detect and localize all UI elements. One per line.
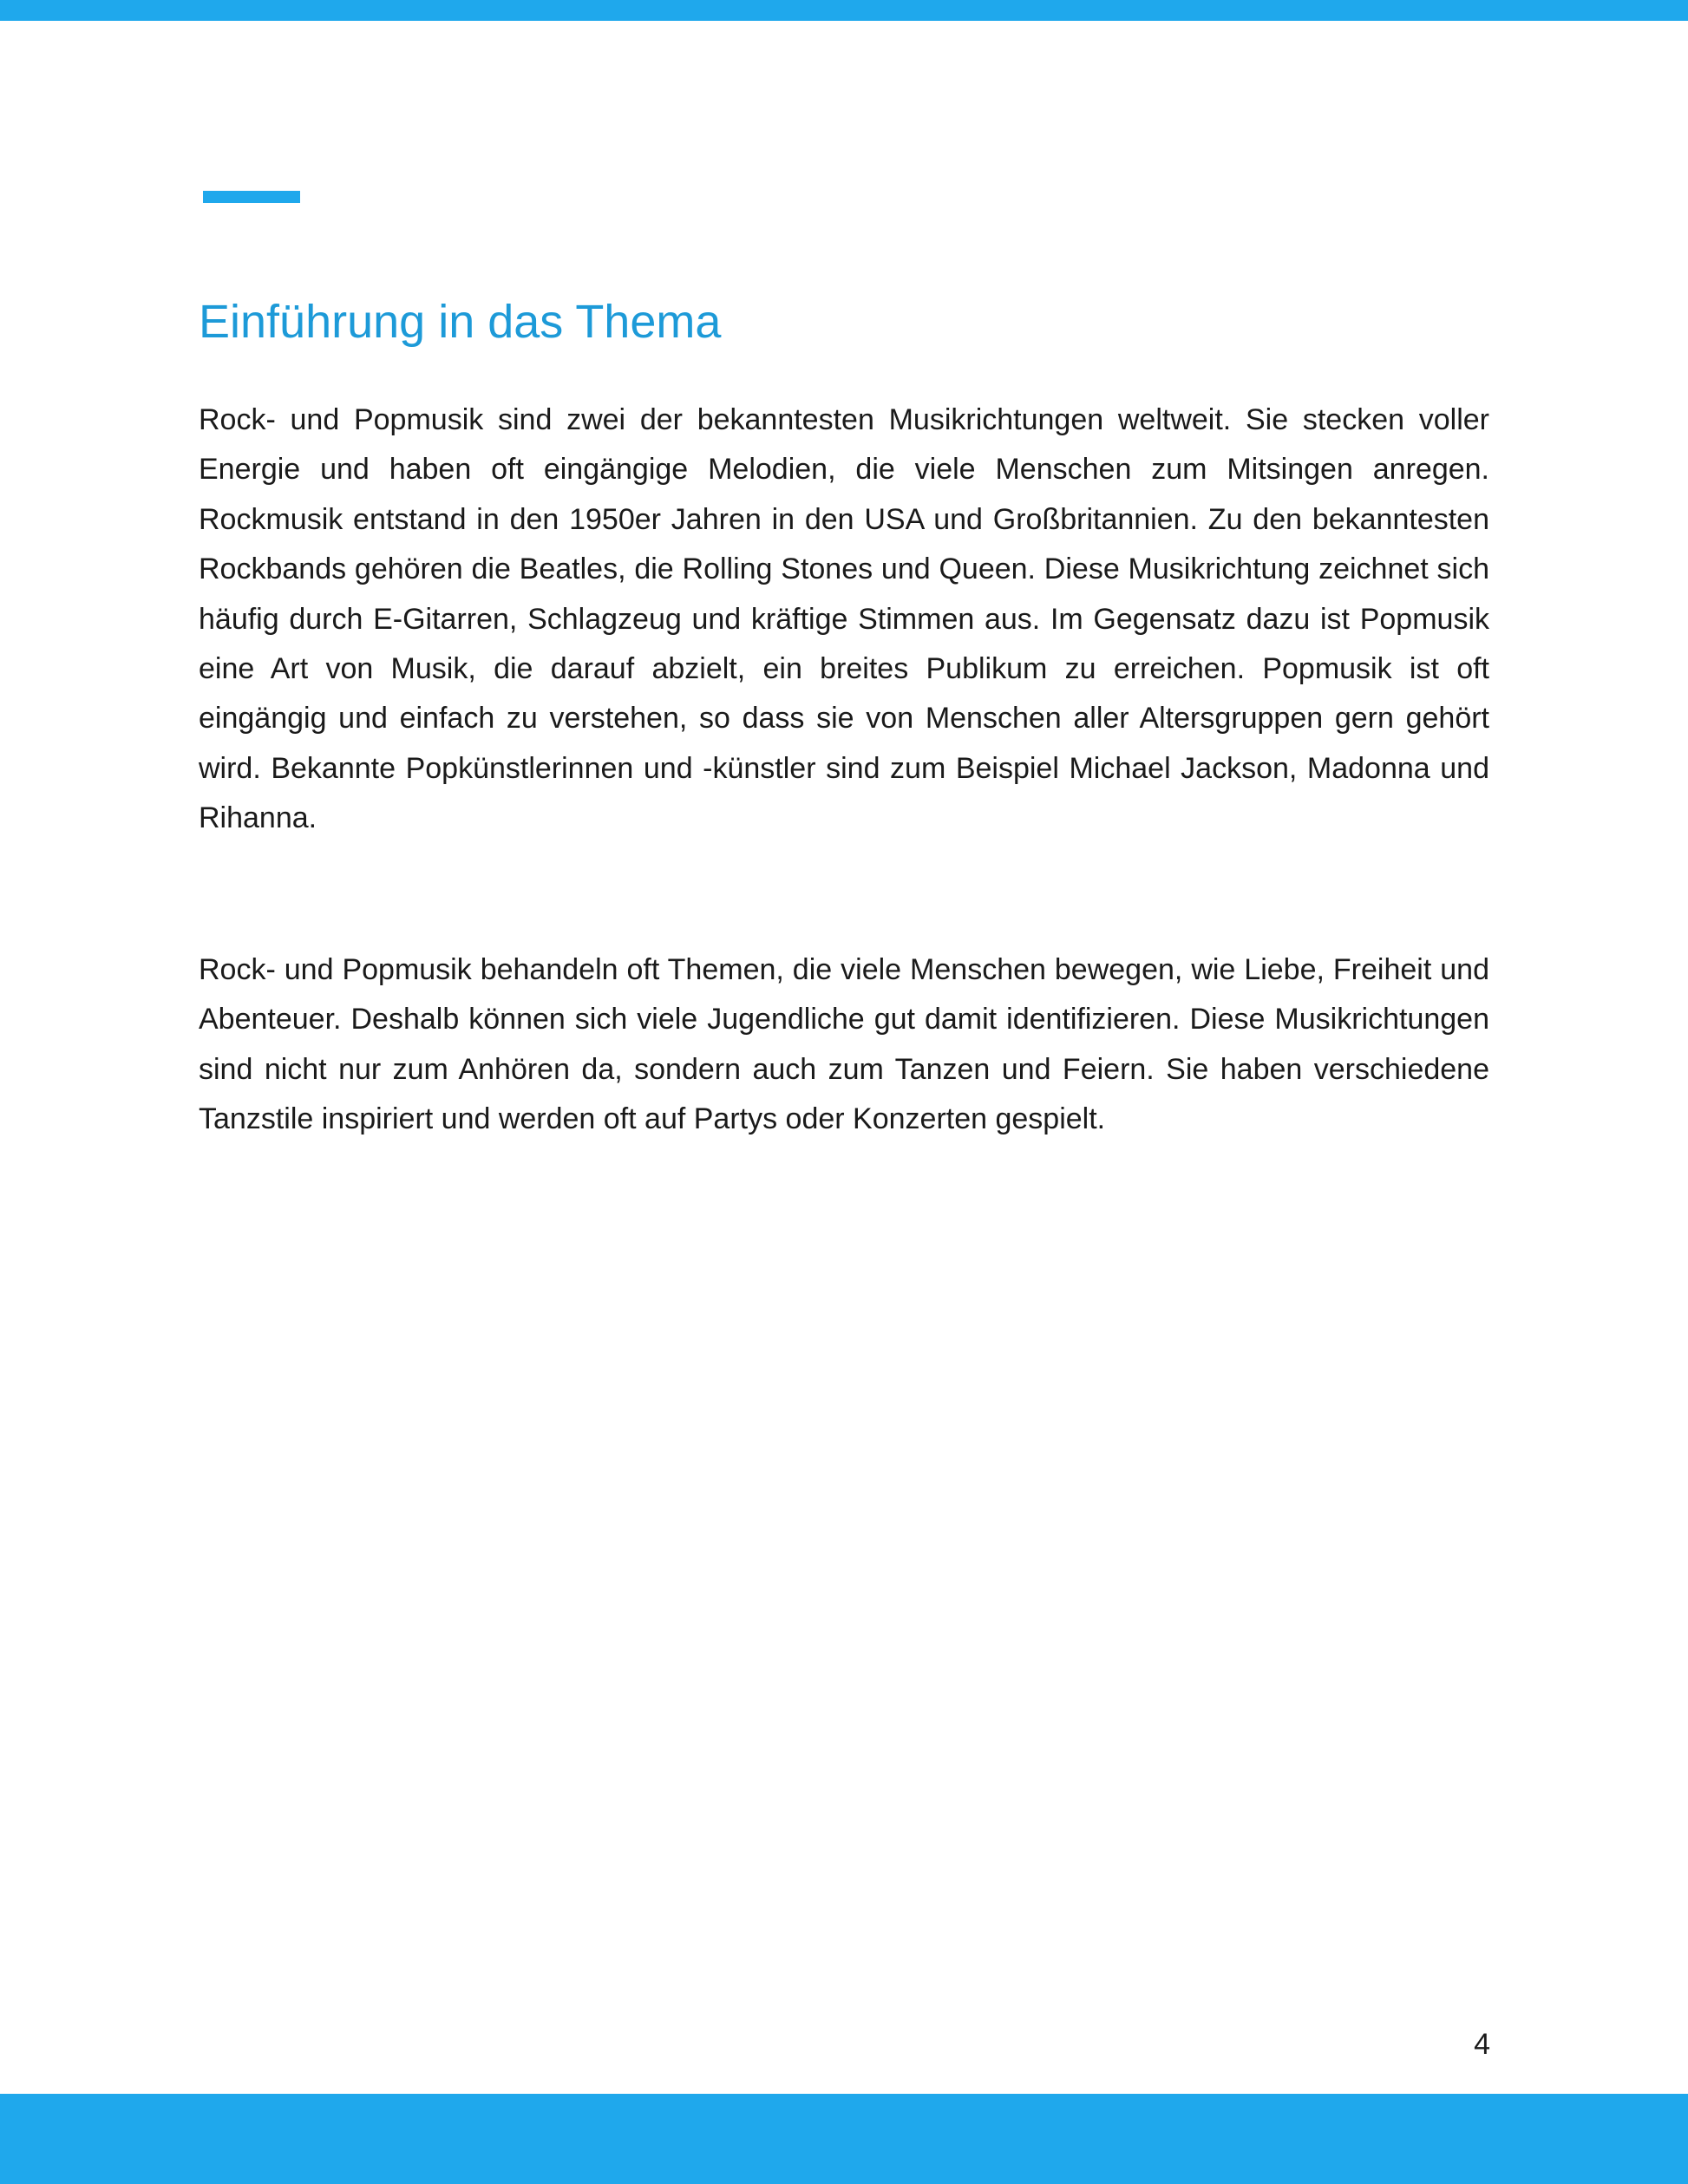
page-title: Einführung in das Thema (199, 296, 722, 348)
top-accent-bar (0, 0, 1688, 21)
page-number: 4 (1474, 2028, 1490, 2061)
bottom-accent-bar (0, 2094, 1688, 2184)
body-paragraph-1: Rock- und Popmusik sind zwei der bekanntesten Musikrichtungen weltweit. Sie stecken voller Energie und haben oft eingängige Melodien, die viele Menschen zum Mitsingen anregen. Rockmusik entstand in den 1950er Jahren in den USA und Großbritannien. Zu den bekanntesten Rockbands gehören die Beatles, die Rolling Stones und Queen. Diese Musikrichtung zeichnet sich häufig durch E-Gitarren, Schlagzeug und kräftige Stimmen aus. Im Gegensatz dazu ist Popmusik eine Art von Musik, die darauf abzielt, ein breites Publikum zu erreichen. Popmusik ist oft eingängig und einfach zu verstehen, so dass sie von Menschen aller Altersgruppen gern gehört wird. Bekannte Popkünstlerinnen und -künstler sind zum Beispiel Michael Jackson, Madonna und Rihanna. (199, 403, 1489, 835)
body-paragraph-2: Rock- und Popmusik behandeln oft Themen, die viele Menschen bewegen, wie Liebe, Freiheit und Abenteuer. Deshalb können sich viele Jugendliche gut damit identifizieren. Diese Musikrichtungen sind nicht nur zum Anhören da, sondern auch zum Tanzen und Feiern. Sie haben verschiedene Tanzstile inspiriert und werden oft auf Partys oder Konzerten gespielt. (199, 953, 1489, 1136)
section-accent-rule (203, 191, 300, 203)
